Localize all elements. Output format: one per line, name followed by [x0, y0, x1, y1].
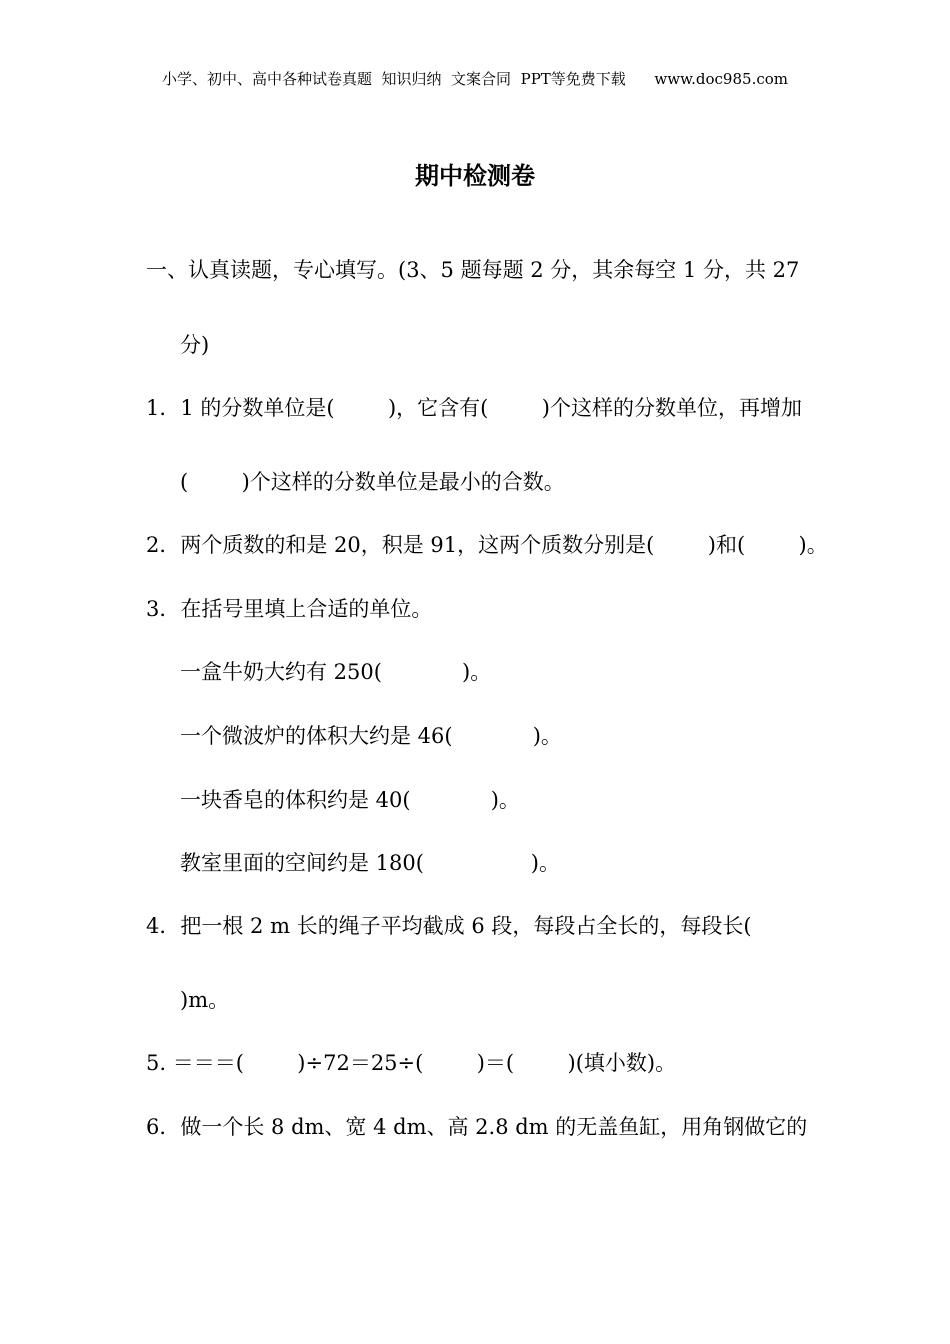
question-3-item-classroom: 教室里面的空间约是 180( )。	[180, 851, 560, 875]
question-5: 5. ＝＝＝( )÷72＝25÷( )＝( )(填小数)。	[146, 1051, 677, 1075]
question-6: 6．做一个长 8 dm、宽 4 dm、高 2.8 dm 的无盖鱼缸，用角钢做它的	[146, 1115, 808, 1139]
page-title: 期中检测卷	[415, 162, 535, 190]
page-header: 小学、初中、高中各种试卷真题 知识归纳 文案合同 PPT等免费下载 www.doc985.com	[161, 70, 788, 88]
section-heading: 一、认真读题，专心填写。(3、5 题每题 2 分，其余每空 1 分，共 27	[146, 258, 800, 282]
question-4-continued: )m。	[180, 988, 230, 1012]
question-3: 3．在括号里填上合适的单位。	[146, 597, 433, 621]
question-3-item-soap: 一块香皂的体积约是 40( )。	[180, 788, 520, 812]
question-1-continued: ( )个这样的分数单位是最小的合数。	[180, 470, 565, 494]
question-2: 2．两个质数的和是 20，积是 91，这两个质数分别是( )和( )。	[146, 533, 828, 557]
question-4: 4．把一根 2 m 长的绳子平均截成 6 段，每段占全长的，每段长(	[146, 914, 752, 938]
question-1: 1．1 的分数单位是( )，它含有( )个这样的分数单位，再增加	[146, 396, 802, 420]
question-3-item-microwave: 一个微波炉的体积大约是 46( )。	[180, 724, 562, 748]
section-heading-continued: 分)	[180, 333, 210, 357]
question-3-item-milk: 一盒牛奶大约有 250( )。	[180, 660, 492, 684]
